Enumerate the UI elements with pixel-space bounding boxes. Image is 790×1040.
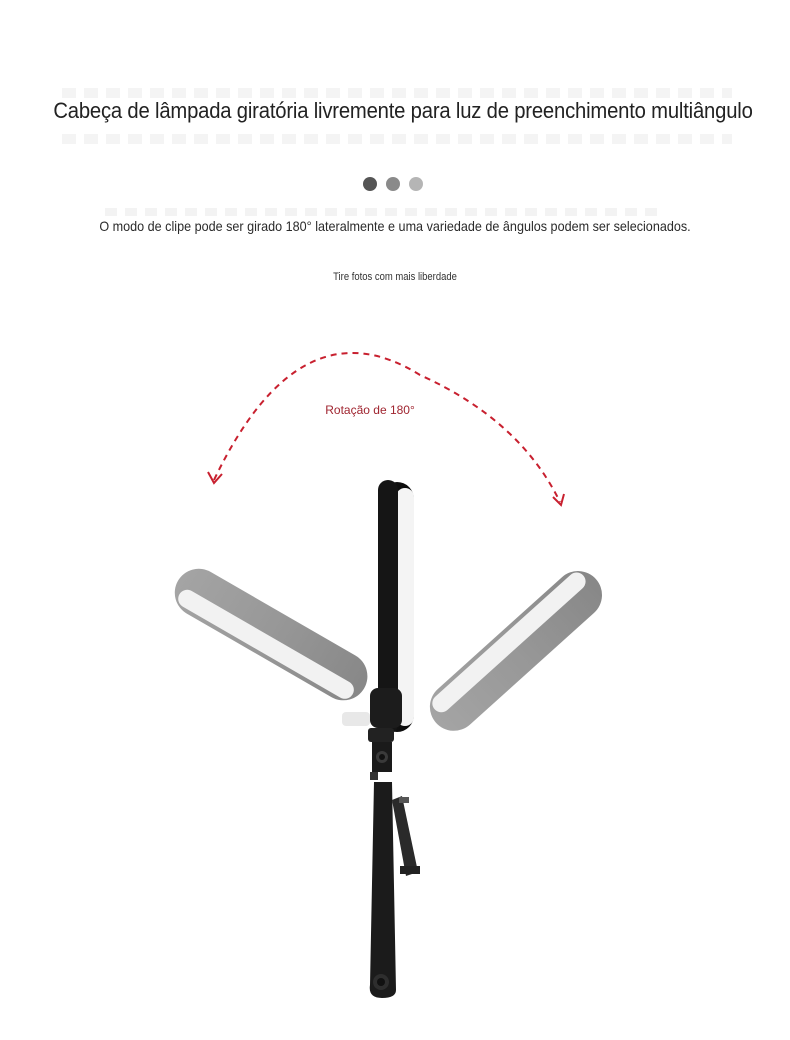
ring-light-right-ghost-icon — [420, 561, 612, 741]
page-caption: Tire fotos com mais liberdade — [333, 271, 457, 283]
rotation-label: Rotação de 180° — [325, 403, 415, 417]
ring-light-left-ghost-icon — [166, 560, 376, 709]
page-subtitle: O modo de clipe pode ser girado 180° lateralmente e uma variedade de ângulos podem ser selecionados. — [99, 218, 691, 234]
clip-stand-icon — [342, 688, 420, 998]
page-title: Cabeça de lâmpada giratória livremente para luz de preenchimento multiângulo — [53, 98, 753, 123]
